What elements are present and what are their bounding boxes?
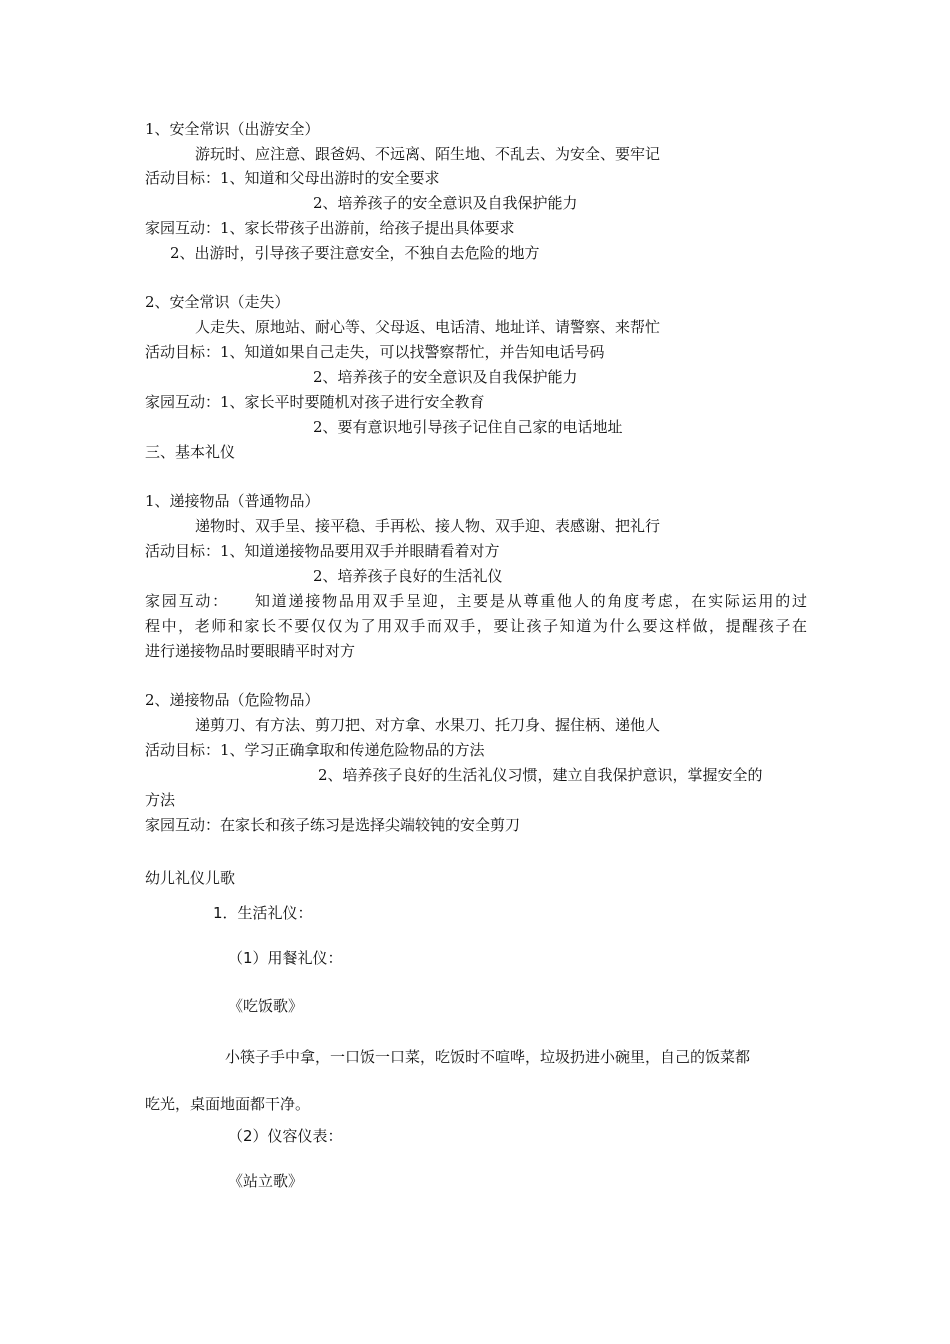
song-lyrics: 小筷子手中拿，一口饭一口菜，吃饭时不喧哗，垃圾扔进小碗里，自己的饭菜都 bbox=[225, 1048, 751, 1066]
home-interaction: 家园互动：1、家长平时要随机对孩子进行安全教育 bbox=[145, 393, 485, 411]
activity-goal: 2、培养孩子良好的生活礼仪 bbox=[313, 567, 503, 585]
home-interaction: 家园互动：1、家长带孩子出游前，给孩子提出具体要求 bbox=[145, 219, 515, 237]
rhyme-text: 人走失、原地站、耐心等、父母返、电话清、地址详、请警察、来帮忙 bbox=[195, 318, 661, 336]
home-interaction: 程中，老师和家长不要仅仅为了用双手而双手，要让孩子知道为什么要这样做，提醒孩子在 bbox=[145, 617, 807, 635]
songs-subheading: （1）用餐礼仪： bbox=[228, 949, 343, 967]
song-lyrics: 吃光，桌面地面都干净。 bbox=[145, 1095, 311, 1113]
home-interaction: 2、出游时，引导孩子要注意安全，不独自去危险的地方 bbox=[170, 244, 540, 262]
home-interaction: 2、要有意识地引导孩子记住自己家的电话地址 bbox=[313, 418, 623, 436]
song-title: 《吃饭歌》 bbox=[228, 997, 304, 1015]
home-interaction: 家园互动： 知道递接物品用双手呈迎，主要是从尊重他人的角度考虑，在实际运用的过 bbox=[145, 592, 807, 610]
songs-heading: 幼儿礼仪儿歌 bbox=[145, 869, 236, 887]
activity-goal: 2、培养孩子的安全意识及自我保护能力 bbox=[313, 368, 578, 386]
section-title: 2、递接物品（危险物品） bbox=[145, 691, 320, 709]
activity-goal: 活动目标：1、学习正确拿取和传递危险物品的方法 bbox=[145, 741, 485, 759]
activity-goal: 方法 bbox=[145, 791, 176, 809]
rhyme-text: 递物时、双手呈、接平稳、手再松、接人物、双手迎、表感谢、把礼行 bbox=[195, 517, 661, 535]
section-title: 1、安全常识（出游安全） bbox=[145, 120, 320, 138]
activity-goal: 2、培养孩子良好的生活礼仪习惯，建立自我保护意识，掌握安全的 bbox=[318, 766, 763, 784]
home-interaction: 进行递接物品时要眼睛平时对方 bbox=[145, 642, 356, 660]
rhyme-text: 游玩时、应注意、跟爸妈、不远离、陌生地、不乱去、为安全、要牢记 bbox=[195, 145, 661, 163]
activity-goal: 活动目标：1、知道和父母出游时的安全要求 bbox=[145, 169, 440, 187]
home-interaction: 家园互动：在家长和孩子练习是选择尖端较钝的安全剪刀 bbox=[145, 816, 521, 834]
songs-subheading: 1．生活礼仪： bbox=[213, 904, 313, 922]
activity-goal: 活动目标：1、知道递接物品要用双手并眼睛看着对方 bbox=[145, 542, 500, 560]
rhyme-text: 递剪刀、有方法、剪刀把、对方拿、水果刀、托刀身、握住柄、递他人 bbox=[195, 716, 661, 734]
song-title: 《站立歌》 bbox=[228, 1172, 304, 1190]
section-title: 1、递接物品（普通物品） bbox=[145, 492, 320, 510]
part-heading: 三、基本礼仪 bbox=[145, 443, 236, 461]
activity-goal: 活动目标：1、知道如果自己走失，可以找警察帮忙，并告知电话号码 bbox=[145, 343, 605, 361]
activity-goal: 2、培养孩子的安全意识及自我保护能力 bbox=[313, 194, 578, 212]
section-title: 2、安全常识（走失） bbox=[145, 293, 290, 311]
songs-subheading: （2）仪容仪表： bbox=[228, 1127, 343, 1145]
